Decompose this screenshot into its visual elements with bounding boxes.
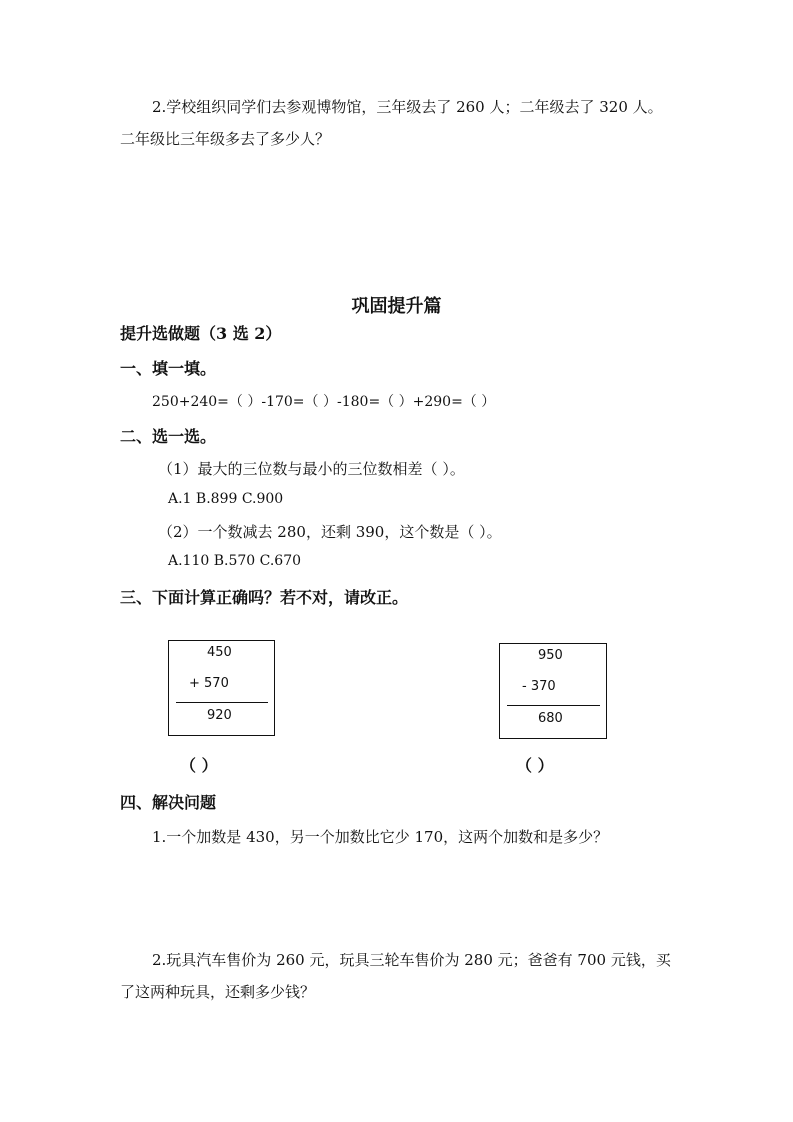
part2-heading: 二、选一选。 xyxy=(120,427,217,446)
sum-line xyxy=(176,702,268,703)
choice-options-2: A.110 B.570 C.670 xyxy=(168,553,302,569)
choice-question-2: （2）一个数减去 280，还剩 390，这个数是（ ）。 xyxy=(158,523,502,541)
problem-2-line1: 2.学校组织同学们去参观博物馆，三年级去了 260 人；二年级去了 320 人。 xyxy=(152,98,663,116)
difference-line xyxy=(507,705,600,706)
section-title: 巩固提升篇 xyxy=(351,296,442,317)
vertical-addition-box xyxy=(168,640,275,736)
answer-blank-1[interactable]: （ ） xyxy=(180,756,218,775)
subtitle: 提升选做题（3 选 2） xyxy=(120,324,282,343)
vertical-subtraction-box xyxy=(499,643,607,739)
part3-heading: 三、下面计算正确吗？若不对，请改正。 xyxy=(120,588,409,607)
word-problem-2-line2: 了这两种玩具，还剩多少钱？ xyxy=(120,983,316,1001)
part4-heading: 四、解决问题 xyxy=(120,793,217,812)
part1-heading: 一、填一填。 xyxy=(120,359,217,378)
addition-result: 920 xyxy=(207,708,232,723)
addend-bottom: + 570 xyxy=(189,676,229,691)
choice-options-1: A.1 B.899 C.900 xyxy=(168,491,284,507)
word-problem-2-line1: 2.玩具汽车售价为 260 元，玩具三轮车售价为 280 元；爸爸有 700 元钱，买 xyxy=(152,951,671,969)
choice-question-1: （1）最大的三位数与最小的三位数相差（ ）。 xyxy=(158,460,465,478)
fill-chain: 250+240=（ ）-170=（ ）-180=（ ）+290=（ ） xyxy=(152,394,496,410)
word-problem-1: 1.一个加数是 430，另一个加数比它少 170，这两个加数和是多少？ xyxy=(152,828,609,846)
addend-top: 450 xyxy=(207,645,232,660)
minuend: 950 xyxy=(538,648,563,663)
subtrahend: - 370 xyxy=(522,679,556,694)
answer-blank-2[interactable]: （ ） xyxy=(516,756,554,775)
subtraction-result: 680 xyxy=(538,711,563,726)
problem-2-line2: 二年级比三年级多去了多少人？ xyxy=(120,130,331,148)
